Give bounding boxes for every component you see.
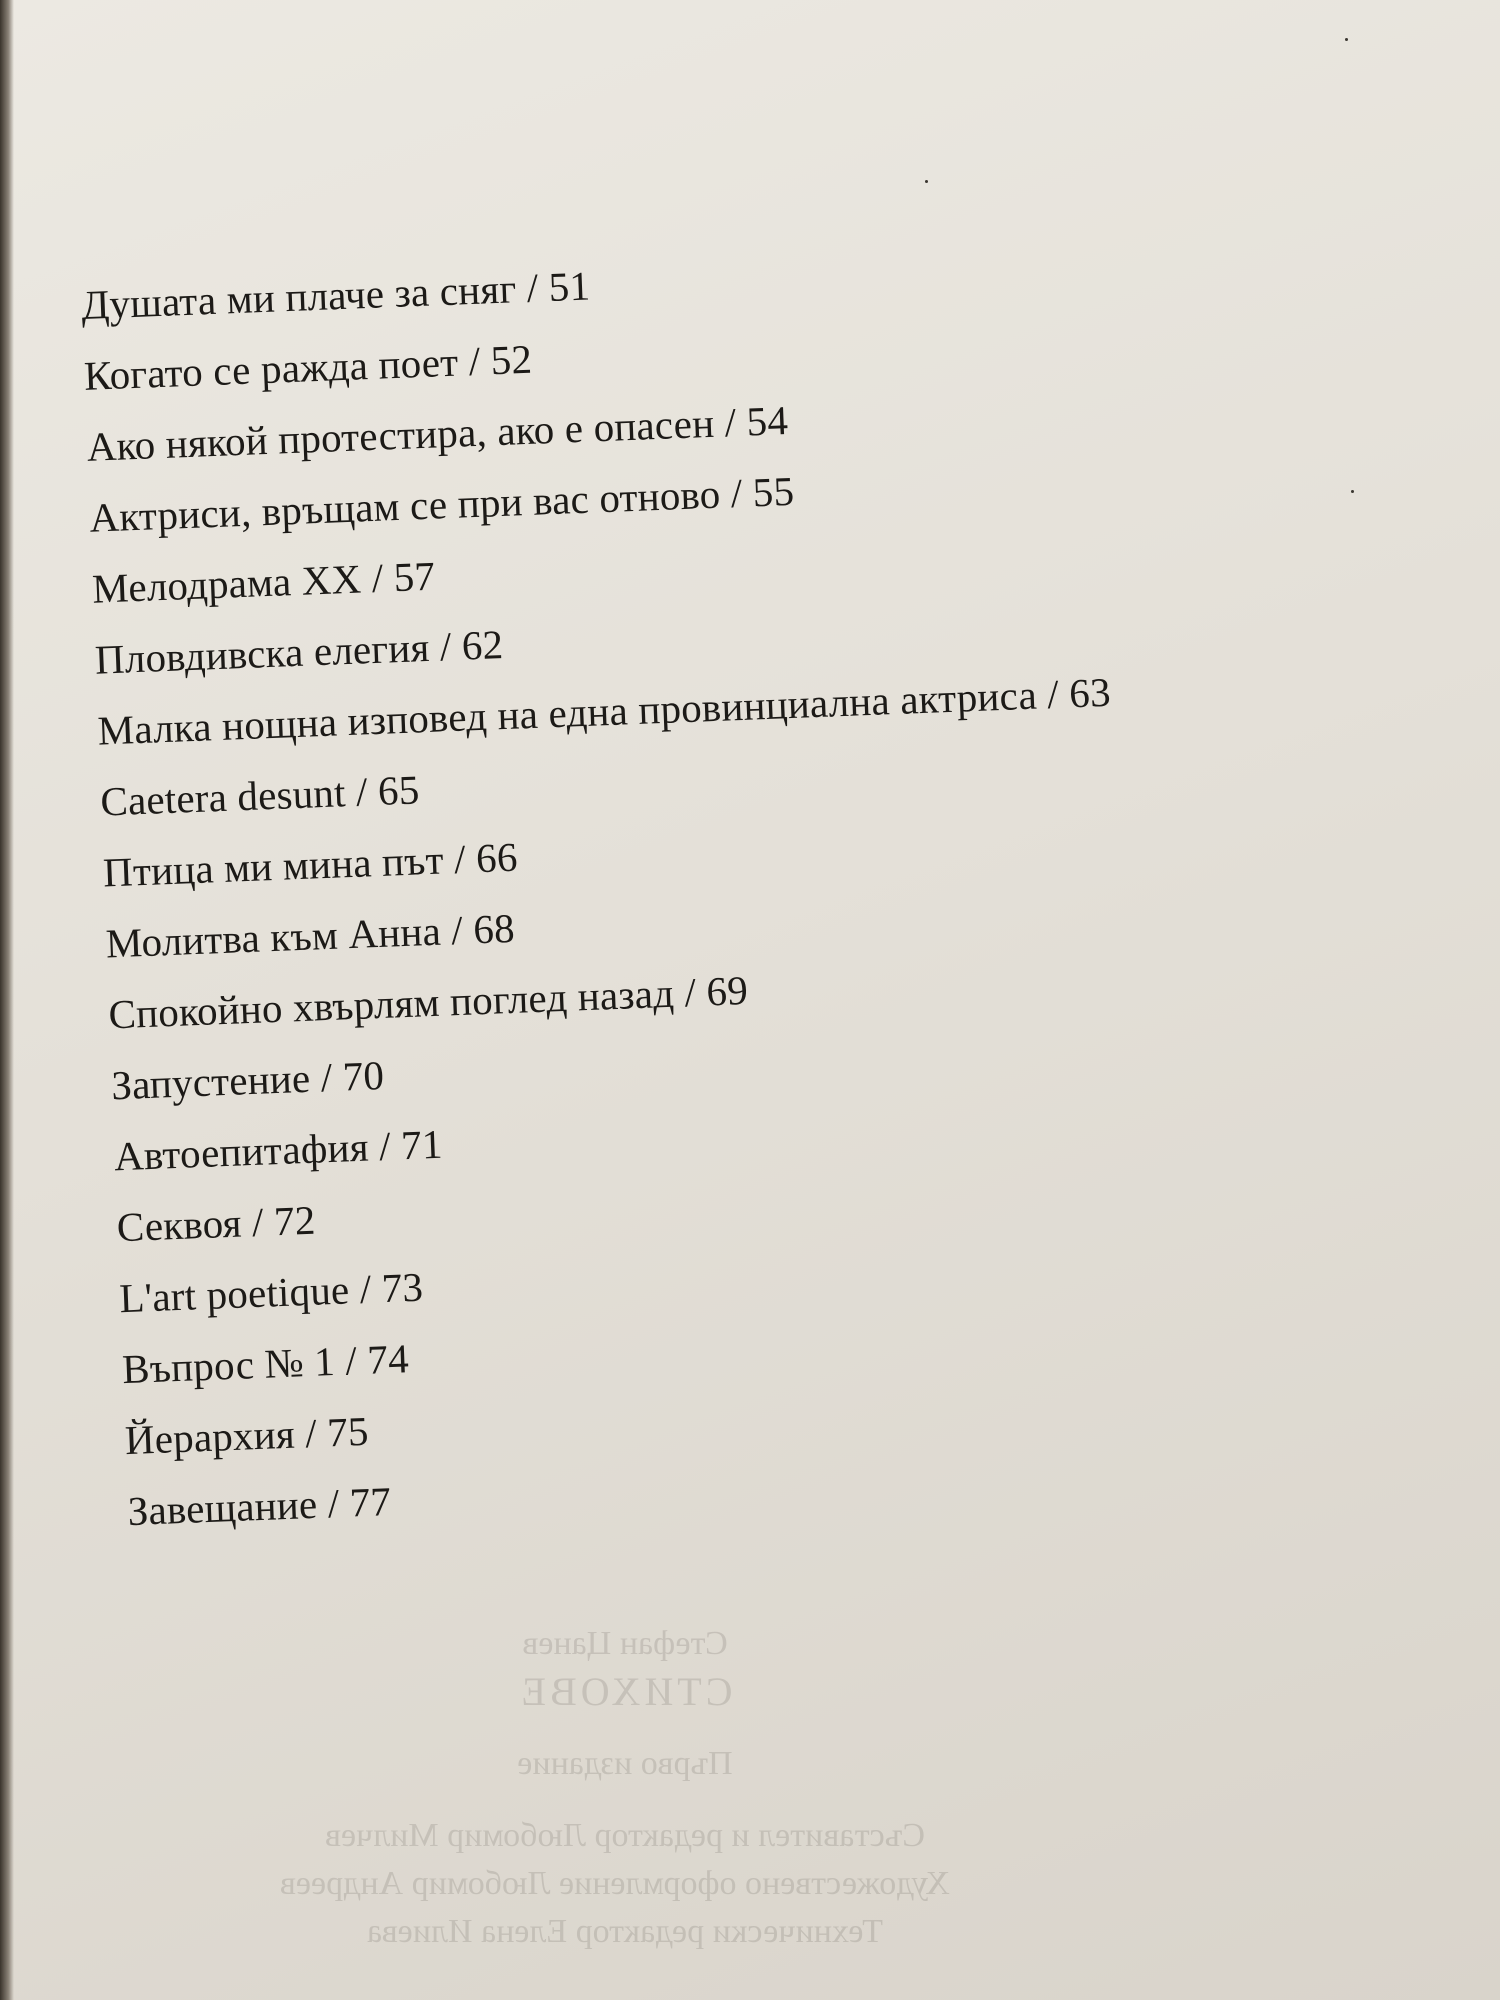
toc-entry: Секвоя / 72 <box>115 1196 317 1251</box>
imprint-edition: Първо издание <box>517 1745 733 1782</box>
toc-entry: Мелодрама XX / 57 <box>91 552 436 612</box>
imprint-author: Стефан Цанев <box>522 1625 728 1662</box>
toc-entry: Завещание / 77 <box>126 1477 392 1535</box>
toc-entry: Въпрос № 1 / 74 <box>121 1335 410 1393</box>
toc-entry: Молитва към Анна / 68 <box>104 904 516 967</box>
toc-entry: Пловдивска елегия / 62 <box>94 621 505 683</box>
toc-entry: Спокойно хвърлям поглед назад / 69 <box>107 966 749 1038</box>
toc-entry: Душата ми плаче за сняг / 51 <box>80 262 592 328</box>
show-through-imprint <box>279 1620 950 1956</box>
toc-entry: Ако някой протестира, ако е опасен / 54 <box>85 396 789 470</box>
imprint-credit: Художествено оформление Любомир Андреев <box>279 1865 950 1902</box>
toc-entry: L'art poetique / 73 <box>118 1263 424 1322</box>
imprint-title: СТИХОВЕ <box>517 1669 733 1714</box>
toc-entry: Caetera desunt / 65 <box>99 766 421 825</box>
toc-entry: Актриси, връщам се при вас отново / 55 <box>88 467 796 541</box>
toc-entry: Когато се ражда поет / 52 <box>83 335 533 399</box>
paper-speck <box>1345 38 1348 41</box>
imprint-credit: Технически редактор Елена Илиева <box>367 1913 883 1950</box>
table-of-contents <box>80 220 1428 1547</box>
toc-entry: Птица ми мина път / 66 <box>102 833 519 896</box>
toc-entry: Автоепитафия / 71 <box>113 1120 444 1180</box>
imprint-credit: Съставител и редактор Любомир Милчев <box>324 1817 926 1854</box>
toc-entry: Йерархия / 75 <box>124 1407 370 1464</box>
toc-entry: Запустение / 70 <box>110 1051 385 1109</box>
toc-entry: Малка нощна изповед на една провинциална актриса / 63 <box>96 668 1112 754</box>
page-edge-shadow <box>0 0 14 2000</box>
paper-speck <box>925 180 928 183</box>
